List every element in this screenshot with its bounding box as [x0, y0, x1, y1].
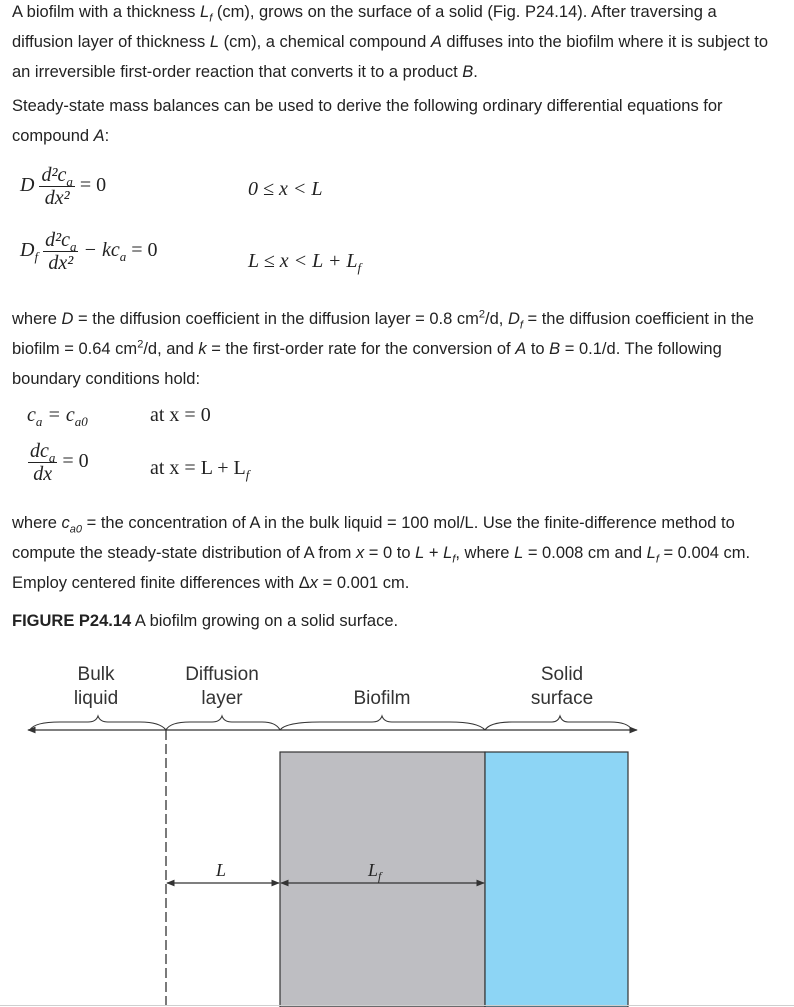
boundary-condition-1-location: at x = 0	[150, 404, 211, 426]
equation-2-range: $L \le x < L + L_f$	[248, 250, 362, 275]
solid-surface-region	[485, 752, 628, 1007]
biofilm-label: Biofilm	[353, 688, 411, 709]
mass-balance-paragraph: Steady-state mass balances can be used to derive the following ordinary differential equations for compound A:	[12, 97, 723, 145]
boundary-condition-2-location: at $x = L + L_f$	[150, 457, 250, 482]
task-paragraph: where $c_{a0}$ = the concentration of A in the bulk liquid = 100 mol/L. Use the finite-difference method to compute the steady-state distribution of A from x = 0 to $L + L_f$, where L = 0.008 cm and $L_f = 0.004$ cm. Employ centered finite differences with Δx = 0.001 cm.	[12, 514, 751, 592]
problem-intro-paragraph: A biofilm with a thickness $L_f$ (cm), grows on the surface of a solid (Fig. P24.14). After traversing a diffusion layer of thickness L (cm), a chemical compound A diffuses into the biofilm where it is subject to an irreversible first-order reaction that converts it to a product B.	[12, 3, 769, 81]
bulk-liquid-label: Bulk liquid	[73, 664, 119, 709]
biofilm-region	[280, 752, 485, 1007]
bulk-liquid-brace	[30, 716, 166, 730]
biofilm-brace	[280, 716, 485, 730]
dimension-Lf-label: $L_f$	[368, 860, 382, 883]
diffusion-layer-brace	[166, 716, 280, 730]
equation-biofilm: $D_f$ $\frac{d^2c_a}{\text{dx²}}$ − $kc_a = 0$	[20, 229, 158, 274]
equation-diffusion-layer: D $\frac{d^2c_a}{\text{dx²}}$ = 0	[20, 164, 107, 209]
solid-surface-brace	[485, 716, 632, 730]
coefficients-paragraph: where D = the diffusion coefficient in the diffusion layer = 0.8 $cm^2/d$, $D_f$ = the diffusion coefficient in the biofilm = 0.64 $cm^2/d$, and k = the first-order rate for the conversion of A to B = 0.1/d. The following boundary conditions hold:	[12, 308, 754, 388]
diffusion-layer-label: Diffusion layer	[185, 664, 259, 709]
equation-1-range: 0 ≤ x < L	[248, 178, 323, 200]
boundary-condition-2: $\frac{dc_a}{dx}$ = 0	[30, 440, 89, 485]
boundary-condition-1: $c_a = c_{a0}$	[27, 404, 88, 429]
dimension-L-label: L	[216, 860, 227, 880]
solid-surface-label: Solid surface	[530, 664, 594, 709]
figure-caption: FIGURE P24.14 A biofilm growing on a solid surface.	[12, 612, 399, 630]
